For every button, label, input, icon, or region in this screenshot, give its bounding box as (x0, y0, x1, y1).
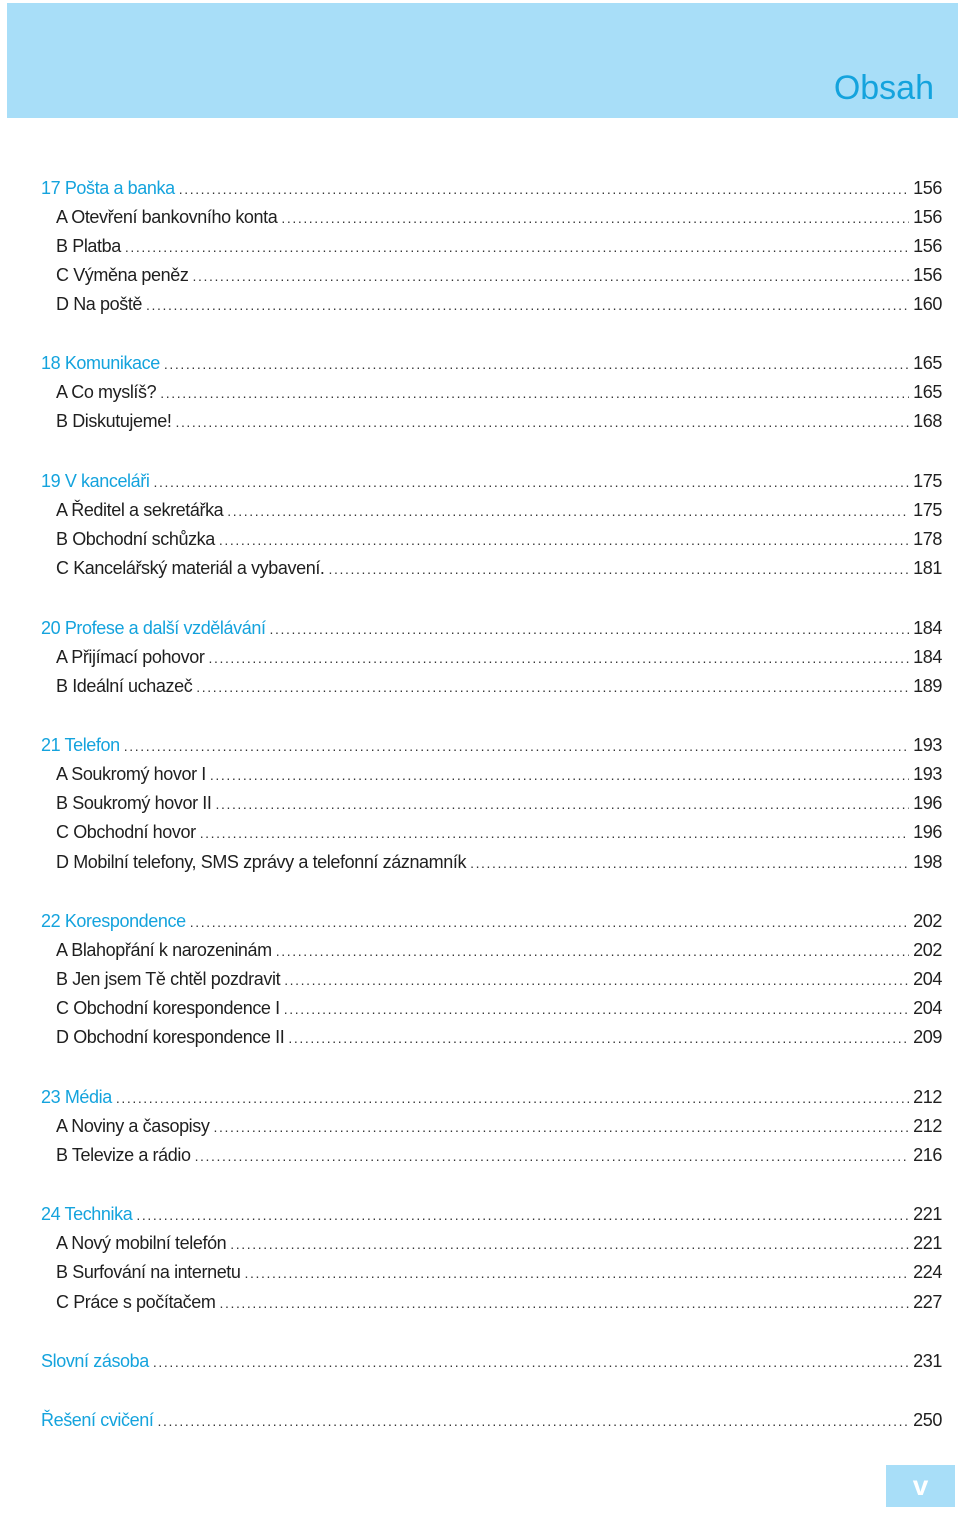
dot-leader (245, 1265, 910, 1281)
toc-page-number: 193 (913, 735, 942, 755)
dot-leader (146, 297, 909, 313)
dot-leader (116, 1090, 909, 1106)
toc-page-number: 178 (913, 529, 942, 549)
dot-leader (219, 532, 909, 548)
toc-row[interactable] (0, 647, 942, 673)
dot-leader (175, 414, 909, 430)
toc-row[interactable] (0, 764, 942, 790)
toc-row[interactable] (0, 558, 942, 584)
toc-row[interactable] (0, 265, 942, 291)
toc-row[interactable] (0, 207, 942, 233)
toc-label: D Mobilní telefony, SMS zprávy a telefonní záznamník (56, 852, 467, 872)
toc-page-number: 165 (913, 353, 942, 373)
toc-page-number: 224 (913, 1262, 942, 1282)
toc-page-number: 204 (913, 969, 942, 989)
dot-leader (215, 796, 909, 812)
toc-row[interactable] (0, 1262, 942, 1288)
toc-page-number: 196 (913, 793, 942, 813)
toc-label: Řešení cvičení (41, 1410, 154, 1430)
toc-page-number: 175 (913, 471, 942, 491)
toc-label: A Noviny a časopisy (56, 1116, 210, 1136)
dot-leader (288, 1030, 909, 1046)
toc-page-number: 156 (913, 178, 942, 198)
toc-page-number: 160 (913, 294, 942, 314)
toc-label: A Co myslíš? (56, 382, 157, 402)
dot-leader (329, 561, 910, 577)
toc-label: B Surfování na internetu (56, 1262, 241, 1282)
toc-row[interactable] (0, 1145, 942, 1171)
dot-leader (124, 738, 909, 754)
dot-leader (230, 1236, 909, 1252)
toc-label: D Obchodní korespondence II (56, 1027, 285, 1047)
toc-label: C Práce s počítačem (56, 1292, 216, 1312)
toc-page-number: 209 (913, 1027, 942, 1047)
toc-label: B Soukromý hovor II (56, 793, 212, 813)
toc-row[interactable] (0, 1292, 942, 1318)
page-number: v (912, 1470, 929, 1501)
toc-label: A Nový mobilní telefón (56, 1233, 227, 1253)
toc-row[interactable] (0, 1204, 942, 1230)
toc-row[interactable] (0, 969, 942, 995)
dot-leader (284, 972, 909, 988)
toc-label: B Obchodní schůzka (56, 529, 215, 549)
toc-label: A Ředitel a sekretářka (56, 500, 224, 520)
toc-label: A Soukromý hovor I (56, 764, 206, 784)
toc-row[interactable] (0, 1116, 942, 1142)
toc-page-number: 216 (913, 1145, 942, 1165)
dot-leader (179, 181, 909, 197)
dot-leader (276, 943, 909, 959)
toc-page-number: 156 (913, 236, 942, 256)
toc-label: B Platba (56, 236, 121, 256)
toc-row[interactable] (0, 735, 942, 761)
toc-row[interactable] (0, 529, 942, 555)
toc-label: 22 Korespondence (41, 911, 186, 931)
toc-row[interactable] (0, 353, 942, 379)
toc-row[interactable] (0, 793, 942, 819)
toc-page-number: 202 (913, 940, 942, 960)
toc-row[interactable] (0, 940, 942, 966)
page-header (7, 3, 958, 118)
toc-page-number: 202 (913, 911, 942, 931)
toc-page-number: 196 (913, 822, 942, 842)
dot-leader (281, 210, 909, 226)
page-title: Obsah (833, 69, 934, 107)
toc-label: 19 V kanceláři (41, 471, 150, 491)
dot-leader (210, 767, 909, 783)
toc-label: A Otevření bankovního konta (56, 207, 278, 227)
toc-row[interactable] (0, 294, 942, 320)
dot-leader (153, 474, 909, 490)
toc-label: 20 Profese a další vzdělávání (41, 618, 266, 638)
toc-page-number: 193 (913, 764, 942, 784)
dot-leader (125, 239, 909, 255)
dot-leader (219, 1295, 909, 1311)
dot-leader (157, 1413, 909, 1429)
dot-leader (227, 503, 909, 519)
toc-label: B Diskutujeme! (56, 411, 172, 431)
toc-row[interactable] (0, 411, 942, 437)
toc-label: C Výměna peněz (56, 265, 189, 285)
toc-row[interactable] (0, 852, 942, 878)
toc-row[interactable] (0, 1351, 942, 1377)
dot-leader (153, 1354, 909, 1370)
toc-label: B Televize a rádio (56, 1145, 191, 1165)
toc-page-number: 175 (913, 500, 942, 520)
dot-leader (213, 1119, 909, 1135)
dot-leader (470, 855, 909, 871)
toc-page-number: 156 (913, 207, 942, 227)
toc-row[interactable] (0, 500, 942, 526)
toc-label: 21 Telefon (41, 735, 120, 755)
toc-page-number: 156 (913, 265, 942, 285)
toc-page-number: 227 (913, 1292, 942, 1312)
toc-page-number: 231 (913, 1351, 942, 1371)
toc-row[interactable] (0, 236, 942, 262)
toc-label: 18 Komunikace (41, 353, 160, 373)
toc-row[interactable] (0, 1410, 942, 1436)
toc-page-number: 212 (913, 1116, 942, 1136)
toc-row[interactable] (0, 676, 942, 702)
toc-label: A Blahopřání k narozeninám (56, 940, 272, 960)
toc-page-number: 165 (913, 382, 942, 402)
dot-leader (192, 268, 909, 284)
toc-page-number: 184 (913, 618, 942, 638)
toc-label: Slovní zásoba (41, 1351, 149, 1371)
toc-label: D Na poště (56, 294, 143, 314)
dot-leader (284, 1001, 909, 1017)
dot-leader (190, 914, 909, 930)
toc-row[interactable] (0, 998, 942, 1024)
dot-leader (208, 650, 909, 666)
toc-row[interactable] (0, 911, 942, 937)
toc-row[interactable] (0, 382, 942, 408)
toc-label: B Jen jsem Tě chtěl pozdravit (56, 969, 281, 989)
dot-leader (200, 825, 909, 841)
toc-page-number: 212 (913, 1087, 942, 1107)
toc-label: C Kancelářský materiál a vybavení. (56, 558, 325, 578)
toc-row[interactable] (0, 1087, 942, 1113)
toc-page-number: 221 (913, 1233, 942, 1253)
toc-page-number: 184 (913, 647, 942, 667)
toc-page-number: 204 (913, 998, 942, 1018)
toc-row[interactable] (0, 471, 942, 497)
toc-page-number: 221 (913, 1204, 942, 1224)
toc-row[interactable] (0, 178, 942, 204)
dot-leader (195, 1148, 910, 1164)
toc-label: A Přijímací pohovor (56, 647, 205, 667)
toc-page-number: 168 (913, 411, 942, 431)
dot-leader (136, 1207, 909, 1223)
toc-label: 23 Média (41, 1087, 112, 1107)
toc-label: 17 Pošta a banka (41, 178, 175, 198)
page-number-badge (886, 1465, 955, 1507)
toc-row[interactable] (0, 822, 942, 848)
toc-page-number: 198 (913, 852, 942, 872)
toc-row[interactable] (0, 1027, 942, 1053)
dot-leader (270, 621, 910, 637)
toc-label: B Ideální uchazeč (56, 676, 193, 696)
toc-page-number: 250 (913, 1410, 942, 1430)
toc-label: C Obchodní korespondence I (56, 998, 280, 1018)
dot-leader (196, 679, 909, 695)
toc-label: 24 Technika (41, 1204, 133, 1224)
dot-leader (164, 356, 909, 372)
toc-page-number: 189 (913, 676, 942, 696)
toc-page-number: 181 (913, 558, 942, 578)
toc-label: C Obchodní hovor (56, 822, 196, 842)
toc-row[interactable] (0, 618, 942, 644)
dot-leader (160, 385, 909, 401)
toc-row[interactable] (0, 1233, 942, 1259)
